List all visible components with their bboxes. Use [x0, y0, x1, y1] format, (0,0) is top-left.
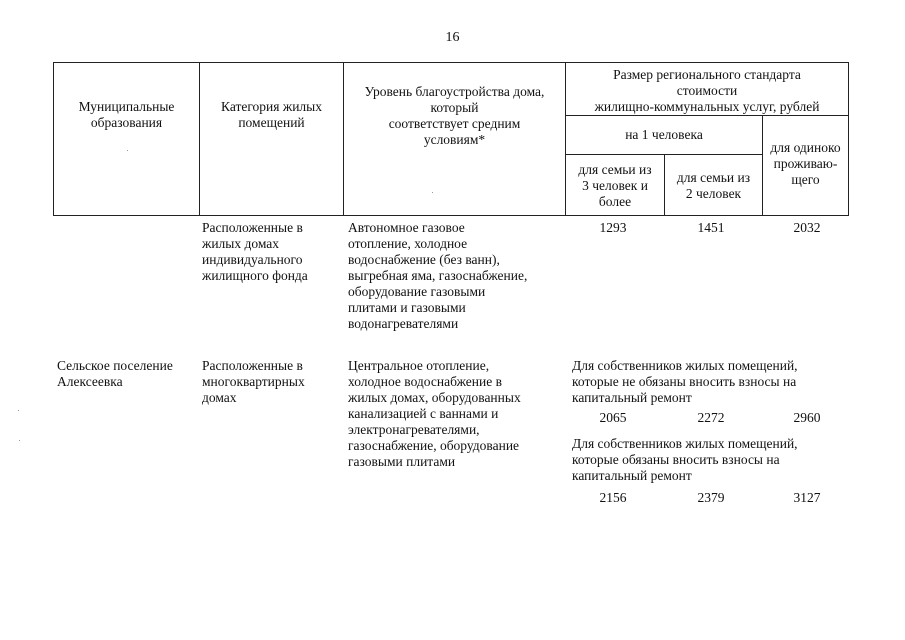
value-single: 2960: [793, 410, 821, 425]
group-divider-line: [565, 115, 849, 116]
row-category: Расположенные в многоквартирных домах: [202, 358, 305, 405]
header-family-3: для семьи из 3 человек и более: [578, 162, 652, 209]
value-family-2: 2379: [697, 490, 725, 505]
col-border-1: [199, 62, 200, 216]
col-border-left: [53, 62, 54, 216]
value-single: 2032: [793, 220, 821, 235]
value-single: 3127: [793, 490, 821, 505]
row-improvement-level: Центральное отопление, холодное водоснабжение в жилых домах, оборудованных канализацией с ваннами и электронагревателями, газоснабжение, оборудование газовыми плитами: [348, 358, 521, 469]
owners-note-not-obliged: Для собственников жилых помещений, которые не обязаны вносить взносы на капитальный ремонт: [572, 358, 798, 405]
page-number: 16: [445, 30, 460, 45]
value-family-3: 1293: [599, 220, 627, 235]
header-standard-size: Размер регионального стандарта стоимости жилищно-коммунальных услуг, рублей: [594, 67, 820, 114]
scan-speck: [18, 410, 19, 411]
header-municipality: Муниципальные образования: [78, 99, 175, 130]
owners-note-obliged: Для собственников жилых помещений, которые обязаны вносить взносы на капитальный ремонт: [572, 436, 798, 483]
row-municipality: Сельское поселение Алексеевка: [57, 358, 173, 389]
header-single: для одиноко проживаю- щего: [770, 140, 841, 187]
header-improvement-level: Уровень благоустройства дома, который соответствует средним условиям*: [364, 84, 545, 147]
value-family-3: 2156: [599, 490, 627, 505]
header-bottom-border: [53, 215, 849, 216]
table-top-border: [53, 62, 849, 63]
value-family-2: 1451: [697, 220, 725, 235]
header-per-person: на 1 человека: [625, 127, 703, 142]
value-family-3: 2065: [599, 410, 627, 425]
header-family-2: для семьи из 2 человек: [676, 170, 751, 201]
row-category: Расположенные в жилых домах индивидуального жилищного фонда: [202, 220, 308, 283]
scan-speck: [127, 150, 128, 151]
header-category: Категория жилых помещений: [221, 99, 322, 130]
col-border-right: [848, 62, 849, 216]
scan-speck: [19, 440, 20, 441]
scan-speck: [432, 192, 433, 193]
row-improvement-level: Автономное газовое отопление, холодное водоснабжение (без ванн), выгребная яма, газоснабжение, оборудование газовыми плитами и газовыми водонагревателями: [348, 220, 528, 331]
value-family-2: 2272: [697, 410, 725, 425]
